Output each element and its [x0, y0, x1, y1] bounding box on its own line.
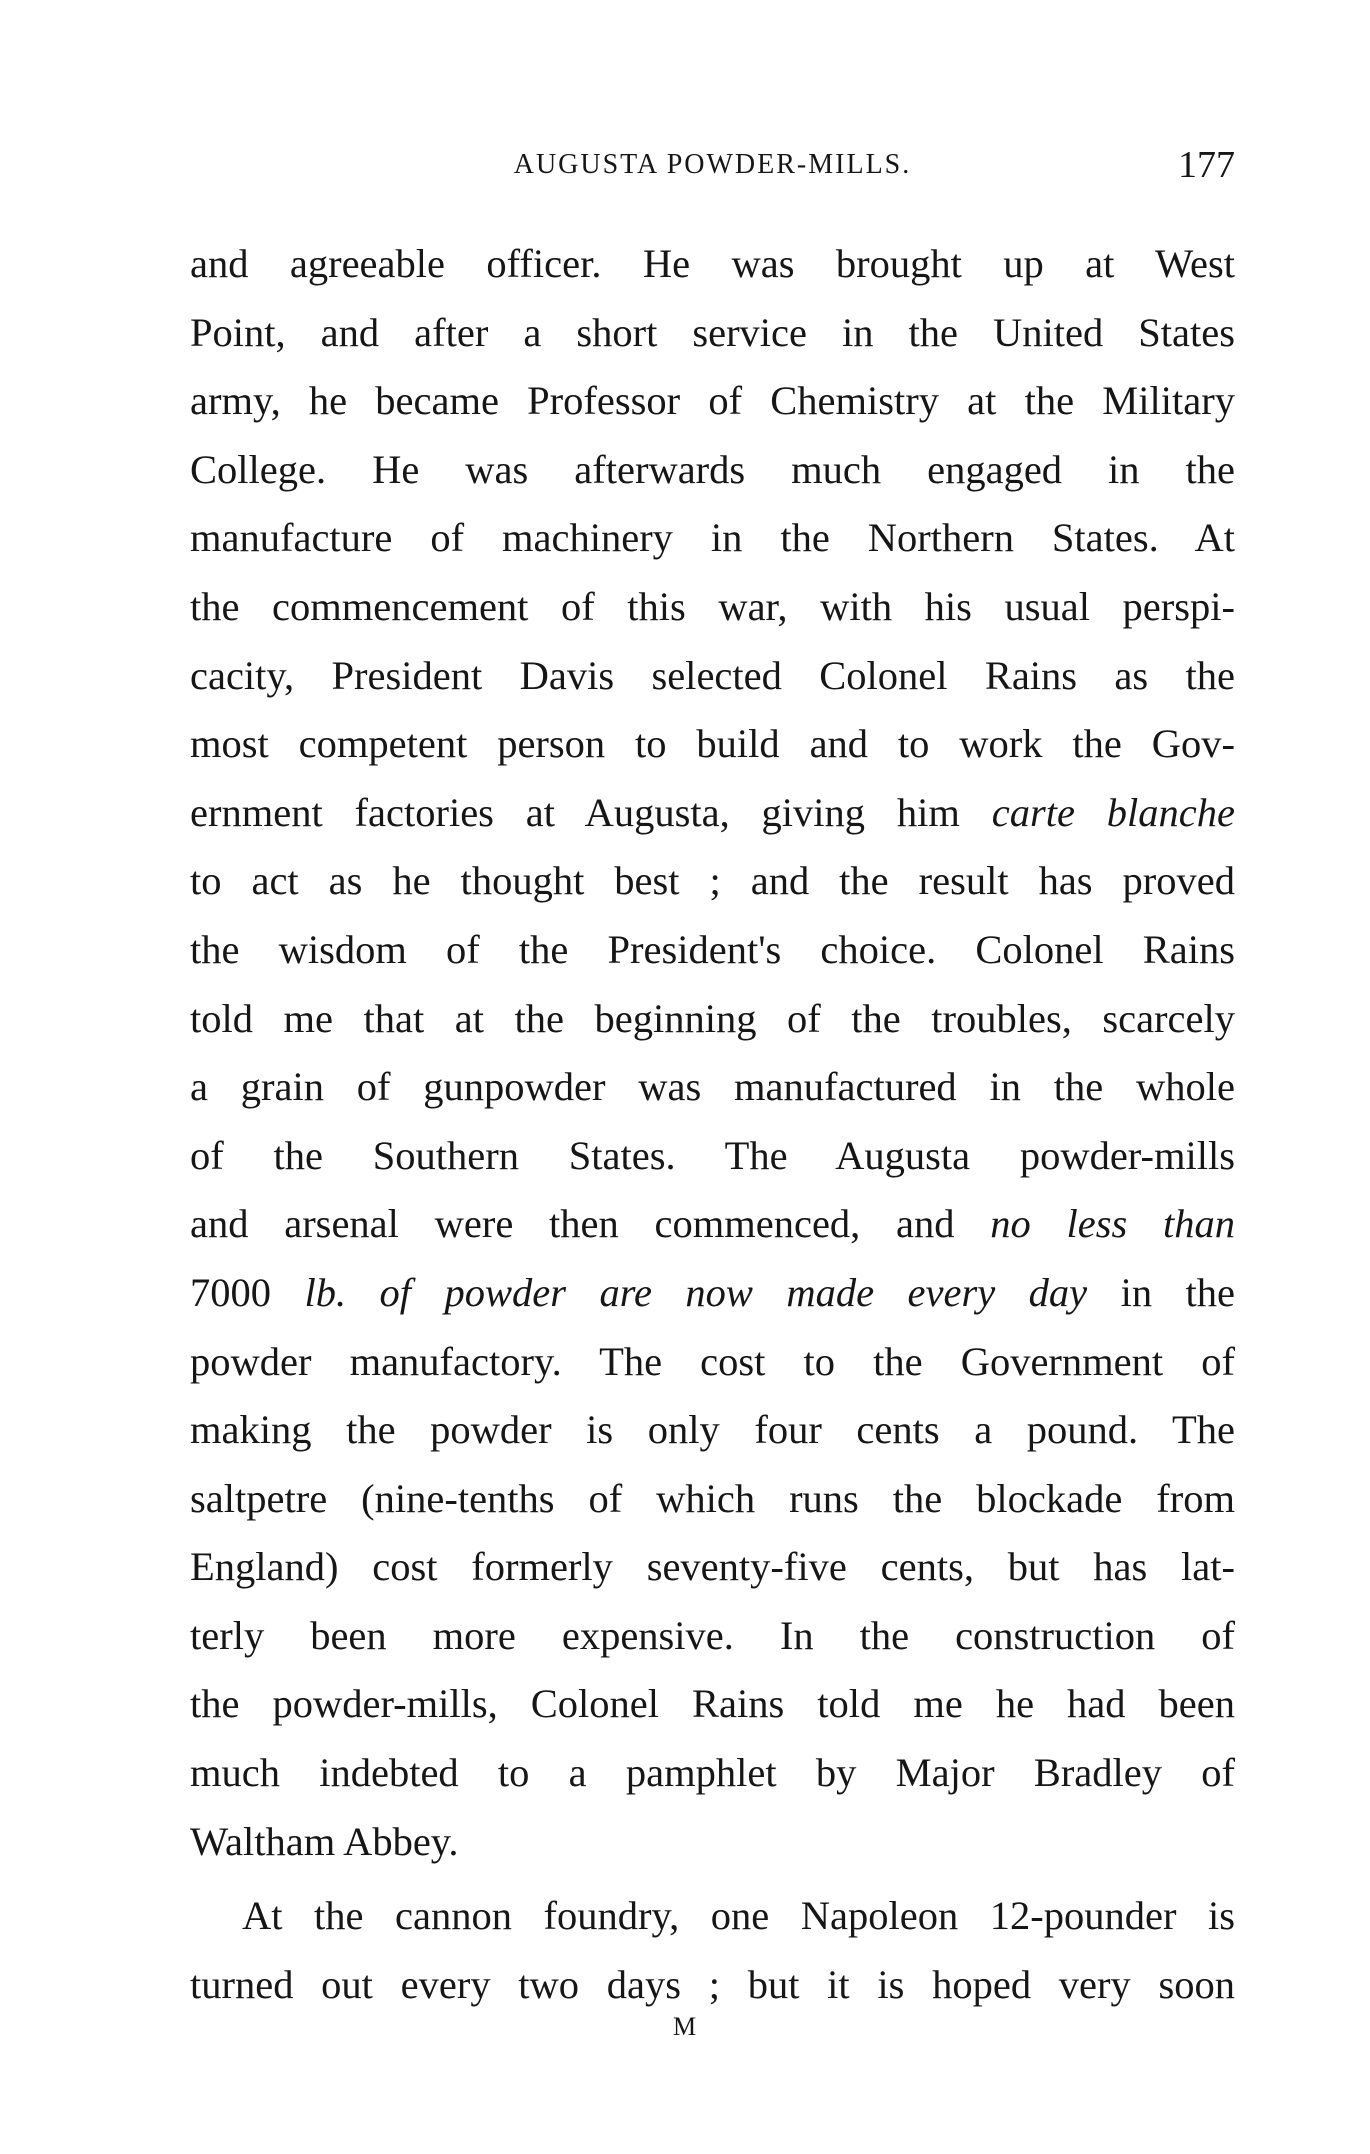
- italic-phrase: carte blanche: [991, 789, 1235, 835]
- italic-phrase: of powder are now made every day: [379, 1269, 1088, 1315]
- text-line: turned out every two days ; but it is hoped very soon: [190, 1961, 1235, 2007]
- text-line: England) cost formerly seventy-five cents, but has lat-: [190, 1544, 1235, 1590]
- text-line: saltpetre (nine-tenths of which runs the blockade from: [190, 1475, 1235, 1521]
- text-line: [190, 779, 1235, 848]
- running-title: AUGUSTA POWDER-MILLS.: [513, 149, 912, 180]
- italic-phrase: lb.: [304, 1269, 347, 1315]
- text-line: the wisdom of the President's choice. Colonel Rains: [190, 926, 1235, 972]
- text-line: College. He was afterwards much engaged in the: [190, 446, 1235, 492]
- text-line: to act as he thought best ; and the result has proved: [190, 858, 1235, 904]
- text-span: ernment factories at Augusta, giving him: [190, 789, 992, 835]
- body-text: [190, 230, 1235, 2019]
- text-line: making the powder is only four cents a pound. The: [190, 1407, 1235, 1453]
- text-line: the powder-mills, Colonel Rains told me he had been: [190, 1681, 1235, 1727]
- text-line: powder manufactory. The cost to the Government of: [190, 1338, 1235, 1384]
- text-span: [346, 1270, 379, 1315]
- paragraph: [190, 230, 1235, 1876]
- paragraph: [190, 1882, 1235, 2019]
- text-span: and arsenal were then commenced, and: [190, 1201, 991, 1247]
- text-line: cacity, President Davis selected Colonel Rains as the: [190, 652, 1235, 698]
- text-line: manufacture of machinery in the Northern States. At: [190, 515, 1235, 561]
- text-line: terly been more expensive. In the construction of: [190, 1612, 1235, 1658]
- text-line: and agreeable officer. He was brought up at West: [190, 241, 1235, 286]
- italic-phrase: no less than: [990, 1201, 1235, 1247]
- text-line: told me that at the beginning of the troubles, scarcely: [190, 995, 1235, 1041]
- text-line: At the cannon foundry, one Napoleon 12-pounder is: [242, 1893, 1235, 1939]
- text-line: of the Southern States. The Augusta powder-mills: [190, 1132, 1235, 1178]
- text-span: in the: [1087, 1269, 1236, 1315]
- signature-mark: M: [672, 2012, 698, 2041]
- text-line: the commencement of this war, with his usual perspi-: [190, 583, 1235, 629]
- page-number: 177: [1178, 144, 1235, 186]
- text-line: [190, 1259, 1235, 1328]
- text-line: army, he became Professor of Chemistry at the Military: [190, 378, 1235, 424]
- running-head: [190, 140, 1235, 190]
- text-line: Point, and after a short service in the United States: [190, 309, 1235, 355]
- text-span: 7000: [190, 1269, 305, 1315]
- text-line: Waltham Abbey.: [190, 1818, 459, 1864]
- text-line: most competent person to build and to work the Gov-: [190, 721, 1235, 767]
- text-line: [190, 1190, 1235, 1259]
- text-line: much indebted to a pamphlet by Major Bradley of: [190, 1750, 1235, 1796]
- text-line: a grain of gunpowder was manufactured in the whole: [190, 1064, 1235, 1110]
